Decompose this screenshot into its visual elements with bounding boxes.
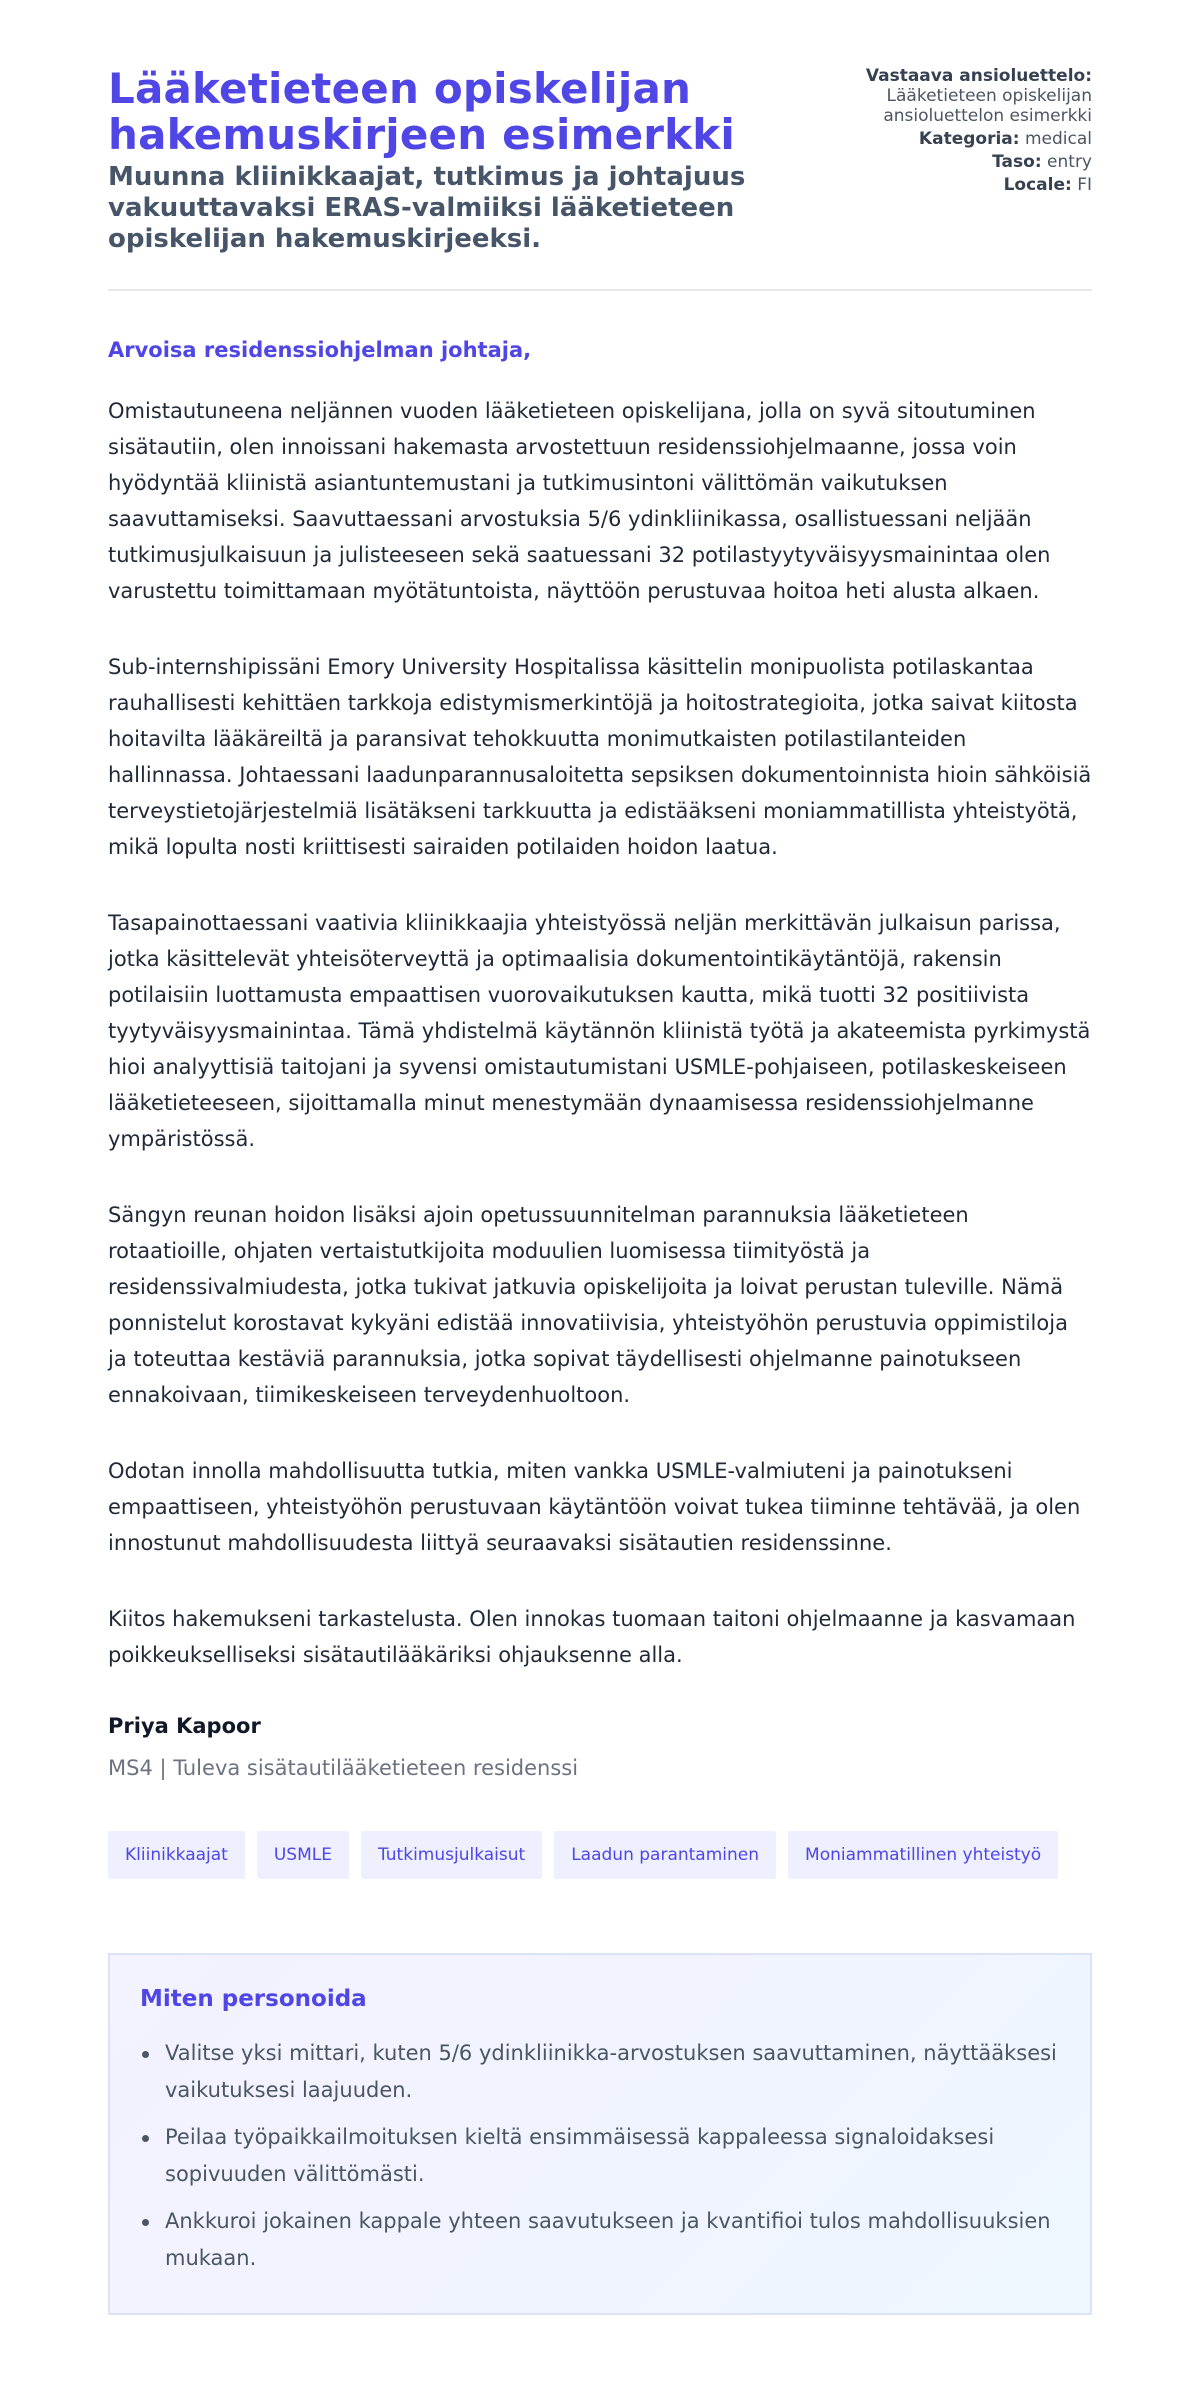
tips-list-item: Peilaa työpaikkailmoituksen kieltä ensimmäisessä kappaleessa signaloidaksesi sopivuuden välittömästi.	[140, 2119, 1060, 2193]
meta-panel	[792, 66, 1092, 198]
skill-tags	[108, 1831, 1092, 1879]
meta-locale-label: Locale:	[1003, 175, 1072, 195]
skill-tag[interactable]: Tutkimusjulkaisut	[361, 1831, 542, 1879]
meta-level-value: entry	[1047, 152, 1092, 172]
tips-list	[140, 2035, 1060, 2277]
skill-tag[interactable]: Kliinikkaajat	[108, 1831, 245, 1879]
meta-resume-value[interactable]: Lääketieteen opiskelijan ansioluettelon esimerkki	[883, 86, 1092, 126]
meta-locale-value: FI	[1077, 175, 1092, 195]
page-subtitle: Muunna kliinikkaajat, tutkimus ja johtajuus vakuuttavaksi ERAS-valmiiksi lääketieteen opiskelijan hakemuskirjeeksi.	[108, 162, 746, 254]
tips-list-item: Ankkuroi jokainen kappale yhteen saavutukseen ja kvantifioi tulos mahdollisuuksien mukaan.	[140, 2203, 1060, 2277]
page-header	[108, 66, 1092, 255]
meta-category	[792, 129, 1092, 149]
skill-tag[interactable]: USMLE	[257, 1831, 349, 1879]
meta-level	[792, 152, 1092, 172]
meta-category-value: medical	[1024, 129, 1092, 149]
letter-paragraph: Sängyn reunan hoidon lisäksi ajoin opetussuunnitelman parannuksia lääketieteen rotaatioille, ohjaten vertaistutkijoita moduulien luomisessa tiimityöstä ja residenssivalmiudesta, jotka tukivat jatkuvia opiskelijoita ja loivat perustan tuleville. Nämä ponnistelut korostavat kykyäni edistää innovatiivisia, yhteistyöhön perustuvia oppimistiloja ja toteuttaa kestäviä parannuksia, jotka sopivat täydellisesti ohjelmanne painotukseen ennakoivaan, tiimikeskeiseen terveydenhuoltoon.	[108, 1203, 1068, 1407]
letter-paragraph: Sub-internshipissäni Emory University Hospitalissa käsittelin monipuolista potilaskantaa rauhallisesti kehittäen tarkkoja edistymismerkintöjä ja hoitostrategioita, jotka saivat kiitosta hoitavilta lääkäreiltä ja paransivat tehokkuutta monimutkaisten potilastilanteiden hallinnassa. Johtaessani laadunparannusaloitetta sepsiksen dokumentoinnista hioin sähköisiä terveystietojärjestelmiä lisätäkseni tarkkuutta ja edistääkseni moniammatillista yhteistyötä, mikä lopulta nosti kriittisesti sairaiden potilaiden hoidon laatua.	[108, 655, 1092, 859]
meta-locale	[792, 175, 1092, 195]
meta-resume	[792, 66, 1092, 126]
letter-paragraph: Odotan innolla mahdollisuutta tutkia, miten vankka USMLE-valmiuteni ja painotukseni empaattiseen, yhteistyöhön perustuvaan käytäntöön voivat tukea tiiminne tehtävää, ja olen innostunut mahdollisuudesta liittyä seuraavaksi sisätautien residenssinne.	[108, 1459, 1081, 1555]
letter-paragraph: Kiitos hakemukseni tarkastelusta. Olen innokas tuomaan taitoni ohjelmaanne ja kasvamaan poikkeukselliseksi sisätautilääkäriksi ohjauksenne alla.	[108, 1607, 1076, 1667]
letter-paragraph: Omistautuneena neljännen vuoden lääketieteen opiskelijana, jolla on syvä sitoutuminen sisätautiin, olen innoissani hakemasta arvostettuun residenssiohjelmaanne, jossa voin hyödyntää kliinistä asiantuntemustani ja tutkimusintoni välittömän vaikutuksen saavuttamiseksi. Saavuttaessani arvostuksia 5/6 ydinkliinikassa, osallistuessani neljään tutkimusjulkaisuun ja julisteeseen sekä saatuessani 32 potilastyytyväisyysmainintaa olen varustettu toimittamaan myötätuntoista, näyttöön perustuvaa hoitoa heti alusta alkaen.	[108, 399, 1051, 603]
meta-category-label: Kategoria:	[918, 129, 1020, 149]
signature-role: MS4 | Tuleva sisätautilääketieteen residenssi	[108, 1756, 579, 1780]
tips-title: Miten personoida	[140, 1986, 367, 2012]
letter-body	[108, 393, 1092, 1673]
skill-tag[interactable]: Laadun parantaminen	[554, 1831, 776, 1879]
tips-list-item: Valitse yksi mittari, kuten 5/6 ydinkliinikka-arvostuksen saavuttaminen, näyttääksesi vaikutuksesi laajuuden.	[140, 2035, 1060, 2109]
skill-tag[interactable]: Moniammatillinen yhteistyö	[788, 1831, 1058, 1879]
letter-paragraph: Tasapainottaessani vaativia kliinikkaajia yhteistyössä neljän merkittävän julkaisun parissa, jotka käsittelevät yhteisöterveyttä ja optimaalisia dokumentointikäytäntöjä, rakensin potilaisiin luottamusta empaattisen vuorovaikutuksen kautta, mikä tuotti 32 positiivista tyytyväisyysmainintaa. Tämä yhdistelmä käytännön kliinistä työtä ja akateemista pyrkimystä hioi analyyttisiä taitojani ja syvensi omistautumistani USMLE-pohjaiseen, potilaskeskeiseen lääketieteeseen, sijoittamalla minut menestymään dynaamisessa residenssiohjelmanne ympäristössä.	[108, 911, 1091, 1151]
header-titles	[108, 66, 768, 255]
letter-greeting: Arvoisa residenssiohjelman johtaja,	[108, 338, 532, 362]
signature-name: Priya Kapoor	[108, 1714, 261, 1738]
meta-level-label: Taso:	[992, 152, 1042, 172]
header-divider	[108, 289, 1092, 291]
meta-resume-label: Vastaava ansioluettelo:	[865, 66, 1092, 86]
personalize-tips-box	[108, 1953, 1092, 2315]
page-title: Lääketieteen opiskelijan hakemuskirjeen esimerkki	[108, 64, 736, 159]
